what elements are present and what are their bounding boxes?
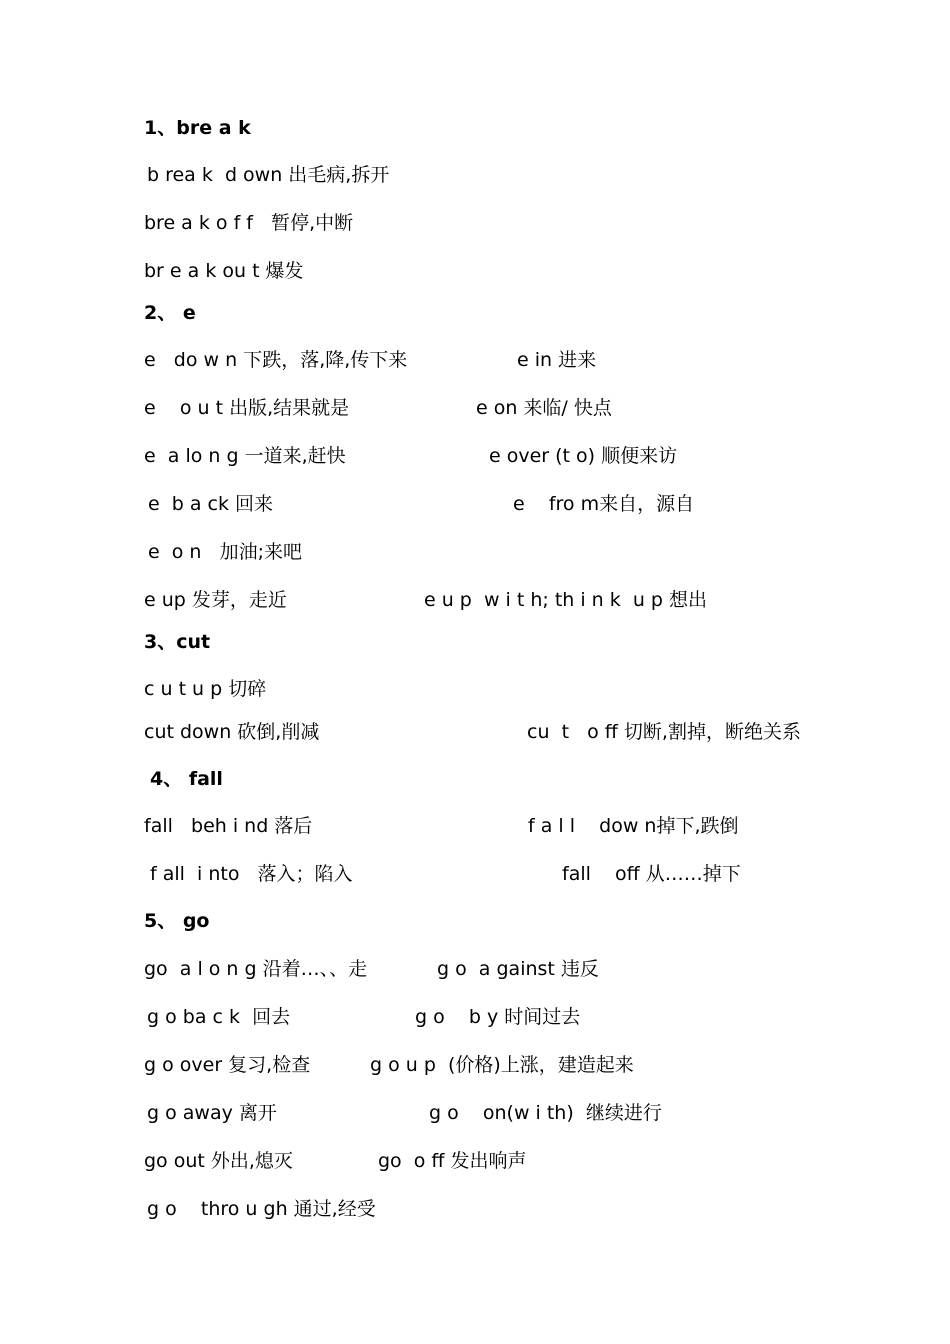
section-heading-come: 2、 e xyxy=(144,302,196,324)
entry-go-out: go out 外出,熄灭 xyxy=(144,1150,293,1172)
section-heading-break: 1、bre a k xyxy=(144,117,251,139)
entry-break-down: b rea k d own 出毛病,拆开 xyxy=(147,164,390,186)
entry-cut-off: cu t o ff 切断,割掉，断绝关系 xyxy=(527,721,801,743)
entry-cut-down: cut down 砍倒,削减 xyxy=(144,721,320,743)
entry-fall-off: fall off 从……掉下 xyxy=(562,863,741,885)
entry-break-off: bre a k o f f 暂停,中断 xyxy=(144,212,354,234)
entry-go-away: g o away 离开 xyxy=(147,1102,277,1124)
entry-fall-behind: fall beh i nd 落后 xyxy=(144,815,313,837)
entry-go-up: g o u p (价格)上涨，建造起来 xyxy=(370,1054,634,1076)
entry-come-on-soon: e on 来临/ 快点 xyxy=(476,397,612,419)
entry-come-up-with: e u p w i t h; th i n k u p 想出 xyxy=(424,589,708,611)
entry-come-down: e do w n 下跌，落,降,传下来 xyxy=(144,349,408,371)
entry-go-along: go a l o n g 沿着…、、走 xyxy=(144,958,368,980)
entry-come-along: e a lo n g 一道来,赶快 xyxy=(144,445,346,467)
entry-fall-down: f a l l dow n掉下,跌倒 xyxy=(528,815,739,837)
entry-come-over: e over (t o) 顺便来访 xyxy=(489,445,678,467)
entry-break-out: br e a k ou t 爆发 xyxy=(144,260,304,282)
entry-come-back: e b a ck 回来 xyxy=(148,493,274,515)
entry-come-on: e o n 加油;来吧 xyxy=(148,541,302,563)
entry-go-over: g o over 复习,检查 xyxy=(144,1054,311,1076)
entry-come-up: e up 发芽，走近 xyxy=(144,589,287,611)
entry-go-against: g o a gainst 违反 xyxy=(437,958,599,980)
section-heading-go: 5、 go xyxy=(144,910,210,932)
entry-go-by: g o b y 时间过去 xyxy=(415,1006,581,1028)
entry-go-off: go o ff 发出响声 xyxy=(378,1150,527,1172)
entry-come-in: e in 进来 xyxy=(517,349,597,371)
section-heading-fall: 4、 fall xyxy=(150,768,223,790)
entry-come-out: e o u t 出版,结果就是 xyxy=(144,397,350,419)
section-heading-cut: 3、cut xyxy=(144,631,211,653)
entry-fall-into: f all i nto 落入；陷入 xyxy=(150,863,353,885)
entry-come-from: e fro m来自，源自 xyxy=(513,493,695,515)
entry-go-through: g o thro u gh 通过,经受 xyxy=(147,1198,376,1220)
entry-go-back: g o ba c k 回去 xyxy=(147,1006,291,1028)
entry-cut-up: c u t u p 切碎 xyxy=(144,678,267,700)
entry-go-on: g o on(w i th) 继续进行 xyxy=(429,1102,662,1124)
